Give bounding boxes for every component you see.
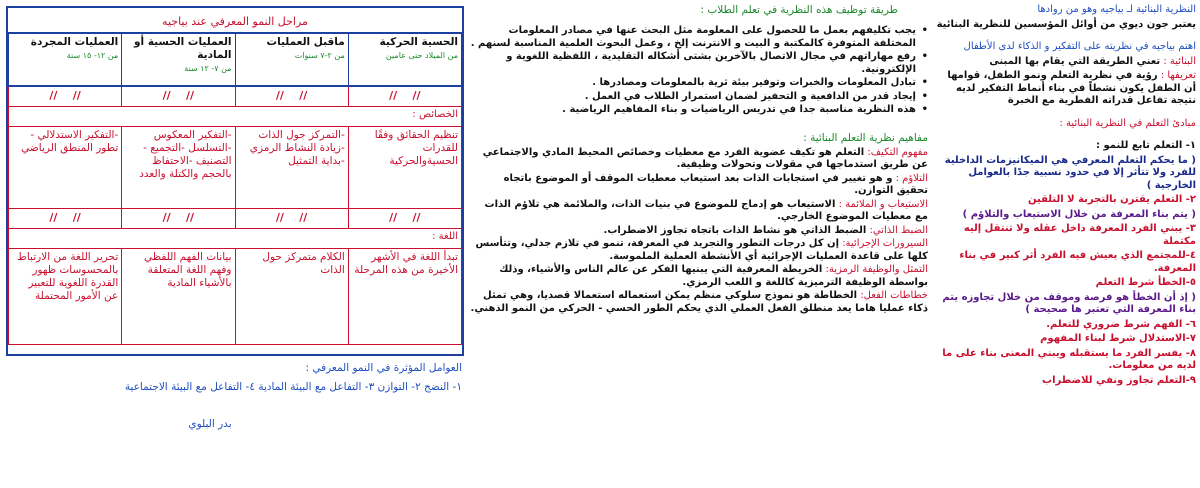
usage-item: • يجب تكليفهم بعمل ما للحصول على المعلومة مثل البحث عنها في مصادر المعلومات المختلفة المتوفرة كالمكتبة و البيت و الانترنت إلخ ، وعمل البحوث العلمية المناسبة لسنهم . [470, 25, 928, 50]
definition-text: رؤية في نظرية التعلم ونمو الطفل، قوامها أن الطفل يكون نشطاً في بناء أنماط التفكير لديه نتيجة تفاعل قدراته الفطرية مع الخبرة [947, 70, 1196, 106]
slash-mark: // [412, 210, 421, 224]
separator-cell [122, 208, 235, 228]
language-cell: تبدأ اللغة في الأشهر الأخيرة من هذه المرحلة [348, 248, 461, 344]
concept-text: الخطاطة هو نموذج سلوكي منظم يمكن استعماله استعمالا قصديا، وهي تمثل ذكاء عمليا هاما يعد منطلق الفعل العملي الذي يحكم الطور الحسي - الحركي من النمو الذهني. [470, 290, 928, 314]
factors-title: العوامل المؤثرة في النمو المعرفي : [305, 362, 462, 374]
principle-5: ٥-الخطأ شرط التعلم [1095, 277, 1196, 288]
dewey-note: يعتبر جون ديوي من أوائل المؤسسين للنظرية البنائية [936, 18, 1196, 30]
slash-mark: // [299, 89, 308, 102]
language-cell: الكلام متمركز حول الذات [235, 248, 348, 344]
usage-item: • رفع مهاراتهم في مجال الاتصال بالآخرين بشتى أشكاله التقليدية ، اللفظية اللغوية و الإلكترونية. [470, 51, 928, 76]
stage-name: العمليات الحسية أو المادية [134, 36, 232, 62]
characteristic-cell: -التفكير المعكوس -التسلسل -التجميع - التصنيف -الاحتفاظ بالحجم والكتلة والعدد [122, 126, 235, 208]
right-title: النظرية البنائية لـ بياجيه وهو من روادها [1037, 4, 1196, 15]
concept-text: الخريطة المعرفية التي يبنيها الفكر عن عالم الناس والأشياء، وذلك بواسطة الوظيفة الترميزية كاللغة و اللعب الرمزي. [499, 264, 928, 288]
concept-label: خطاطات الفعل: [860, 290, 928, 302]
stage-name: العمليات المجردة [30, 36, 119, 48]
slash-mark: // [389, 89, 398, 102]
separator-cell [235, 208, 348, 228]
slash-mark: // [72, 89, 81, 102]
concept-label: الاستيعاب و الملائمة : [838, 198, 928, 210]
constructivism-text: تعني الطريقة التي يقام بها المبنى [989, 55, 1161, 67]
slash-mark: // [299, 210, 308, 224]
concept-text: و هو تغيير في استجابات الذات بعد استيعاب معطيات الموقف أو الموضوع باتجاه تحقيق التوازن. [503, 172, 928, 197]
stage-header [348, 34, 461, 86]
stage-name: الحسية الحركية [379, 36, 458, 48]
stage-name: ماقبل العمليات [266, 36, 345, 48]
concept-label: الضبط الذاتي: [869, 224, 928, 236]
stage-header [9, 34, 122, 86]
separator-cell [9, 208, 122, 228]
definition-label: تعريفها : [1160, 70, 1196, 81]
principle-3: ٣- يبني الفرد المعرفة داخل عقله ولا تنتقل إليه مكتملة [963, 223, 1196, 247]
slash-mark: // [186, 210, 195, 224]
concepts-title: مفاهيم نظرية التعلم البنائية : [803, 131, 928, 144]
principle-7: ٧-الاستدلال شرط لبناء المفهوم [1040, 333, 1196, 344]
slash-mark: // [275, 210, 284, 224]
principle-2: ٢- التعلم يقترن بالتجربة لا التلقين [1028, 194, 1196, 205]
stages-grid [8, 34, 462, 345]
concept-text: التعلم هو تكيف عضوية الفرد مع معطيات وخصائص المحيط المادي والاجتماعي عن طريق استدماجها في مقولات وتحولات وظيفية. [482, 146, 928, 171]
language-label: اللغة : [9, 228, 462, 248]
stage-age: من ١٢- ١٥ سنة [66, 51, 119, 61]
stage-age: من ٧- ١٢ سنة [184, 64, 232, 74]
separator-cell [122, 86, 235, 106]
piaget-focus: اهتم بياجيه في نظريته على التفكير و الذكاء لدى الأطفال [963, 41, 1196, 52]
right-column [932, 4, 1196, 389]
slash-mark: // [275, 89, 284, 102]
principle-4: ٤-للمجتمع الذي يعيش فيه الفرد أثر كبير في بناء المعرفة. [959, 250, 1196, 274]
factors-section [10, 362, 462, 394]
principle-6: ٦- الفهم شرط ضروري للتعلم. [1046, 318, 1196, 330]
characteristics-label: الخصائص : [9, 106, 462, 126]
language-cell: تحرير اللغة من الارتباط بالمحسوسات ظهور القدرة اللغوية للتعبير عن الأمور المحتملة [9, 248, 122, 344]
principles-title: مبادئ التعلم في النظرية البنائية : [1059, 117, 1196, 129]
slash-mark: // [49, 210, 58, 224]
concept-label: مفهوم التكيف: [867, 146, 928, 158]
concept-text: إن كل درجات التطور والتجريد في المعرفة، تنمو في تلازم جدلي، وتتأسس كلها على قاعدة العمليات الإجرائية أي الأنشطة العملية الملموسة. [475, 238, 928, 262]
stages-table [6, 6, 464, 356]
concept-label: التمثل والوظيفة الرمزية: [825, 264, 928, 276]
slash-mark: // [49, 89, 58, 102]
principle-8: ٨- يفسر الفرد ما يستقبله ويبني المعنى بناء على ما لديه من معلومات. [942, 347, 1196, 371]
separator-cell [235, 86, 348, 106]
characteristic-cell: -التمركز حول الذات -زيادة النشاط الرمزي -بداية التمثيل [235, 126, 348, 208]
stage-header [122, 34, 235, 86]
usage-item: • تبادل المعلومات والخبرات وتوفير بيئة ثرية بالمعلومات ومصادرها . [470, 77, 928, 90]
usage-item: • إيجاد قدر من الدافعية و التحفيز لضمان استمرار الطلاب في العمل . [470, 91, 928, 104]
concept-text: الاستيعاب هو إدماج للموضوع في بنيات الذات، والملائمة هي تلاؤم الذات مع معطيات الموضوع الخارجي. [484, 198, 928, 223]
principle-1-note: ( ما يحكم التعلم المعرفي هي الميكانيزمات الداخلية للفرد ولا تتأثر إلا في حدود نسبية جدًا بالعوامل الخارجية ) [944, 154, 1196, 191]
principle-9: ٩-التعلم تجاوز ونفي للاضطراب [1042, 374, 1196, 386]
factors-list: ١- النضج ٢- التوازن ٣- التفاعل مع البيئة المادية ٤- التفاعل مع البيئة الاجتماعية [124, 381, 462, 394]
principle-5-note: ( إذ أن الخطأ هو فرصة وموقف من خلال تجاوزه يتم بناء المعرفة التي تعتبر ها صحيحة ) [942, 291, 1196, 315]
characteristic-cell: -التفكير الاستدلالي - تطور المنطق الرياضي [9, 126, 122, 208]
slash-mark: // [412, 89, 421, 102]
concept-label: السيرورات الإجرائية: [842, 238, 928, 250]
slash-mark: // [72, 210, 81, 224]
table-title: مراحل النمو المعرفي عند بياجيه [8, 8, 462, 34]
slash-mark: // [162, 210, 171, 224]
principle-1: ١- التعلم تابع للنمو : [1095, 140, 1196, 151]
author-name: بدر البلوي [188, 418, 232, 430]
slash-mark: // [389, 210, 398, 224]
language-cell: بيانات الفهم اللفظي وفهم اللغة المتعلقة بالأشياء المادية [122, 248, 235, 344]
stage-age: من ٢-٧ سنوات [294, 51, 345, 61]
stage-header [235, 34, 348, 86]
principle-2-note: ( يتم بناء المعرفة من خلال الاستيعاب والتلاؤم ) [962, 208, 1196, 220]
usage-title: طريقة توظيف هذه النظرية في تعلم الطلاب : [700, 4, 898, 16]
usage-item: • هذه النظرية مناسبة جدا في تدريس الرياضيات و بناء المفاهيم الرياضية . [470, 104, 928, 117]
constructivism-label: البنائية : [1163, 55, 1196, 67]
slash-mark: // [186, 89, 195, 102]
separator-cell [348, 86, 461, 106]
usage-list [470, 25, 928, 117]
separator-cell [9, 86, 122, 106]
slash-mark: // [162, 89, 171, 102]
concept-text: الضبط الذاتي هو نشاط الذات باتجاه تجاوز الاضطراب. [603, 224, 867, 236]
concept-label: التلاؤم : [895, 172, 928, 184]
stage-age: من الميلاد حتى عامين [385, 51, 458, 61]
middle-column [470, 4, 928, 316]
characteristic-cell: تنظيم الحقائق وفقًا للقدرات الحسيةوالحركية [348, 126, 461, 208]
separator-cell [348, 208, 461, 228]
